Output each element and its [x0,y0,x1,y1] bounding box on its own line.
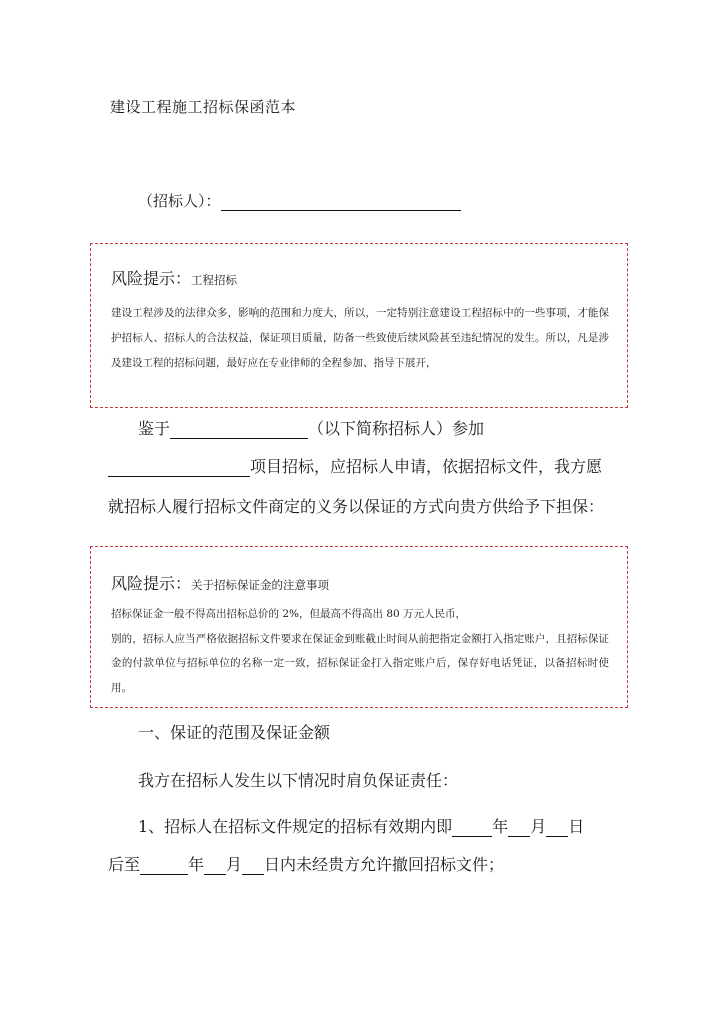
bidder-name-blank [170,422,308,439]
year-blank [452,820,492,837]
risk-notice-body-1: 建设工程涉及的法律众多，影响的范围和力度大，所以，一定特别注意建设工程招标中的一些事项，才能保护招标人、招标人的合法权益，保证项目质量，防备一些致使后续风险甚至违纪情况的发生。所以，凡是涉及建设工程的招标问题，最好应在专业律师的全程参加、指导下展开， [111,307,609,369]
risk-notice-line-2a: 招标保证金一般不得高出招标总价的 2%，但最高不得高出 80 万元人民币， [111,608,467,620]
paragraph-project: 项目招标，应招标人申请，依据招标文件，我方愿 [108,454,602,477]
paragraph-liability: 我方在招标人发生以下情况时肩负保证责任： [138,771,459,790]
risk-notice-subheading-1: 工程招标 [191,273,238,287]
month-blank [508,820,530,837]
risk-notice-heading-2: 风险提示：关于招标保证金的注意事项 [111,574,330,593]
year-blank-2 [140,858,188,875]
risk-notice-heading-1: 风险提示：工程招标 [111,269,238,288]
recipient-blank [221,194,461,211]
clause-item-1: 1、招标人在招标文件规定的招标有效期内即 年 月 日 [138,817,585,836]
section-heading-scope: 一、保证的范围及保证金额 [138,723,331,742]
recipient-line [138,190,461,211]
risk-notice-subheading-2: 关于招标保证金的注意事项 [191,578,330,592]
document-title: 建设工程施工招标保函范本 [110,98,297,116]
clause-item-1-continued: 后至 年 月 日内未经贵方允许撤回招标文件； [108,855,505,874]
day-blank [546,820,568,837]
risk-notice-body-2: 别的，招标人应当严格依据招标文件要求在保证金到账截止时间从前把指定金额打入指定账户，且招标保证金的付款单位与招标单位的名称一定一致，招标保证金打入指定账户后，保存好电话凭证，以备招标时使用。 [111,632,609,694]
project-name-blank [108,460,250,477]
day-blank-2 [242,858,264,875]
risk-notice-box-1 [90,243,628,408]
risk-notice-box-2 [90,546,628,708]
recipient-label: （招标人）： [138,192,221,210]
paragraph-guarantee: 就招标人履行招标文件商定的义务以保证的方式向贵方供给予下担保： [108,497,605,516]
month-blank-2 [204,858,226,875]
paragraph-whereas: 鉴于 （以下简称招标人）参加 [138,419,485,438]
